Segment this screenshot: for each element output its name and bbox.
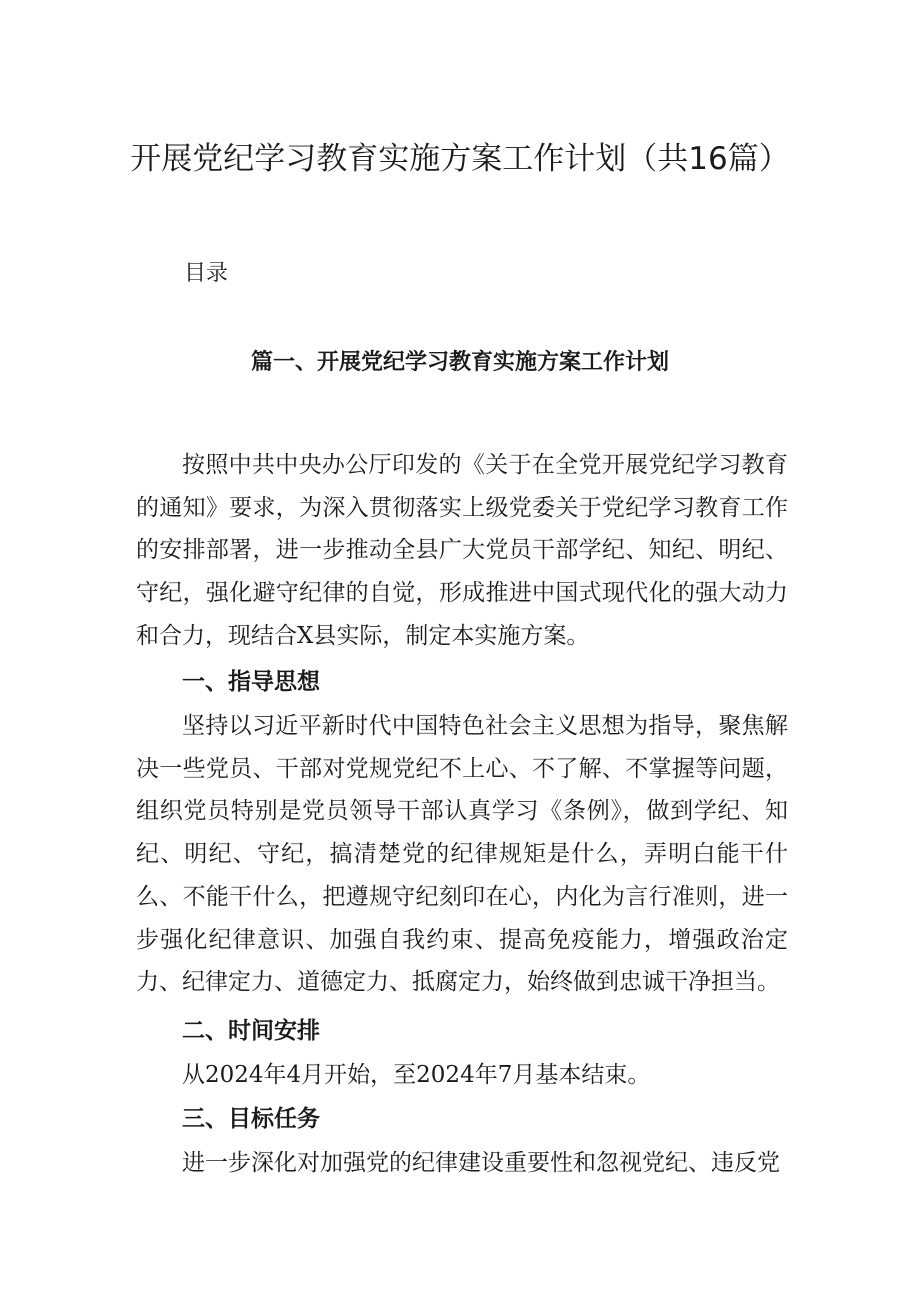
section-body-schedule: 从2024年4月开始，至2024年7月基本结束。 <box>182 1062 651 1088</box>
document-title: 开展党纪学习教育实施方案工作计划（共16篇） <box>130 141 790 177</box>
section-body-guiding-thought: 坚持以习近平新时代中国特色社会主义思想为指导，聚焦解决一些党员、干部对党规党纪不上心、不了解、不掌握等问题，组织党员特别是党员领导干部认真学习《条例》，做到学纪、知纪、明纪、守纪，搞清楚党的纪律规矩是什么，弄明白能干什么、不能干什么，把遵规守纪刻印在心，内化为言行准则，进一步强化纪律意识、加强自我约束、提高免疫能力，增强政治定力、纪律定力、道德定力、抵腐定力，始终做到忠诚干净担当。 <box>136 713 788 996</box>
section-body-goals: 进一步深化对加强党的纪律建设重要性和忽视党纪、违反党 <box>182 1150 780 1176</box>
section-heading-goals: 三、目标任务 <box>182 1106 320 1132</box>
section-heading-schedule: 二、时间安排 <box>182 1018 320 1044</box>
chapter-title: 篇一、开展党纪学习教育实施方案工作计划 <box>250 350 669 375</box>
section-heading-guiding-thought: 一、指导思想 <box>182 669 320 695</box>
toc-label: 目录 <box>184 261 229 286</box>
intro-paragraph: 按照中共中央办公厅印发的《关于在全党开展党纪学习教育的通知》要求，为深入贯彻落实上级党委关于党纪学习教育工作的安排部署，进一步推动全县广大党员干部学纪、知纪、明纪、守纪，强化避守纪律的自觉，形成推进中国式现代化的强大动力和合力，现结合X县实际，制定本实施方案。 <box>136 452 788 649</box>
